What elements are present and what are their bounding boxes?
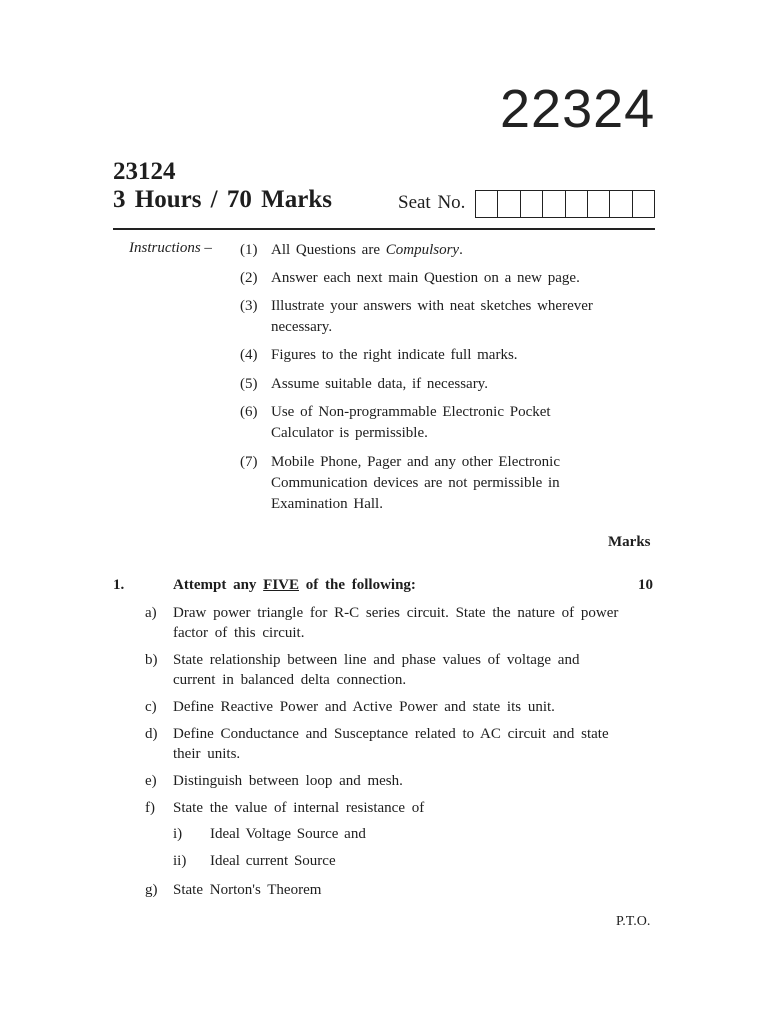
- instruction-number: (1): [240, 242, 258, 258]
- page-turn-over: P.T.O.: [616, 914, 651, 929]
- instructions-label: Instructions –: [129, 240, 212, 256]
- seat-box[interactable]: [543, 191, 565, 217]
- seat-box[interactable]: [610, 191, 632, 217]
- seat-number-label: Seat No.: [398, 192, 466, 213]
- question-item: [145, 650, 620, 690]
- question-number: 1.: [113, 577, 125, 593]
- seat-number-boxes[interactable]: [475, 190, 655, 218]
- subject-code: 23124: [113, 158, 176, 185]
- instruction-item: [240, 374, 640, 395]
- subitem-text: Ideal current Source: [210, 853, 336, 869]
- item-text: State Norton's Theorem: [173, 882, 322, 898]
- question-item: [145, 603, 620, 643]
- instruction-number: (7): [240, 454, 258, 470]
- instruction-item: [240, 452, 610, 515]
- item-text: State relationship between line and phase values of voltage and current in balanced delta connection.: [173, 652, 580, 688]
- instruction-number: (2): [240, 270, 258, 286]
- item-text: Define Reactive Power and Active Power and state its unit.: [173, 699, 555, 715]
- instruction-text: Mobile Phone, Pager and any other Electronic Communication devices are not permissible in Examination Hall.: [271, 454, 561, 512]
- instruction-text: Illustrate your answers with neat sketches wherever necessary.: [271, 298, 593, 335]
- question-item: [145, 798, 620, 818]
- instruction-number: (5): [240, 376, 258, 392]
- paper-code: 22324: [500, 79, 656, 139]
- instruction-item: [240, 240, 640, 261]
- item-text: State the value of internal resistance of: [173, 800, 425, 816]
- item-text: Define Conductance and Susceptance related to AC circuit and state their units.: [173, 726, 609, 762]
- question-subitem: [173, 853, 336, 870]
- subitem-label: ii): [173, 853, 187, 869]
- instruction-text: Figures to the right indicate full marks.: [271, 347, 518, 363]
- seat-box[interactable]: [476, 191, 498, 217]
- item-label: b): [145, 652, 158, 668]
- instruction-text: Assume suitable data, if necessary.: [271, 376, 488, 392]
- instruction-number: (6): [240, 404, 258, 420]
- instruction-item: [240, 345, 640, 366]
- question-item: [145, 771, 620, 791]
- duration-marks: 3 Hours / 70 Marks: [113, 186, 332, 213]
- instruction-item: [240, 402, 610, 444]
- item-text: Distinguish between loop and mesh.: [173, 773, 403, 789]
- seat-box[interactable]: [566, 191, 588, 217]
- seat-box[interactable]: [588, 191, 610, 217]
- item-text: Draw power triangle for R-C series circuit. State the nature of power factor of this circuit.: [173, 605, 619, 641]
- instruction-text: Answer each next main Question on a new page.: [271, 270, 580, 286]
- question-title: Attempt any FIVE of the following:: [173, 577, 416, 593]
- marks-column-heading: Marks: [608, 534, 651, 550]
- item-label: d): [145, 726, 158, 742]
- subitem-text: Ideal Voltage Source and: [210, 826, 366, 842]
- question-subitem: [173, 826, 366, 843]
- subitem-label: i): [173, 826, 183, 842]
- seat-box[interactable]: [498, 191, 520, 217]
- seat-box[interactable]: [521, 191, 543, 217]
- item-label: e): [145, 773, 157, 789]
- question-marks: 10: [638, 577, 653, 593]
- header-divider: [113, 228, 655, 230]
- instruction-text: All Questions are Compulsory.: [271, 242, 463, 258]
- instruction-item: [240, 268, 640, 289]
- item-label: c): [145, 699, 157, 715]
- question-item: [145, 724, 620, 764]
- instruction-text: Use of Non-programmable Electronic Pocket Calculator is permissible.: [271, 404, 551, 441]
- instruction-number: (4): [240, 347, 258, 363]
- item-label: g): [145, 882, 158, 898]
- seat-box[interactable]: [633, 191, 654, 217]
- item-label: f): [145, 800, 155, 816]
- question-item: [145, 880, 620, 900]
- instruction-item: [240, 296, 640, 338]
- item-label: a): [145, 605, 157, 621]
- question-item: [145, 697, 620, 717]
- instruction-number: (3): [240, 298, 258, 314]
